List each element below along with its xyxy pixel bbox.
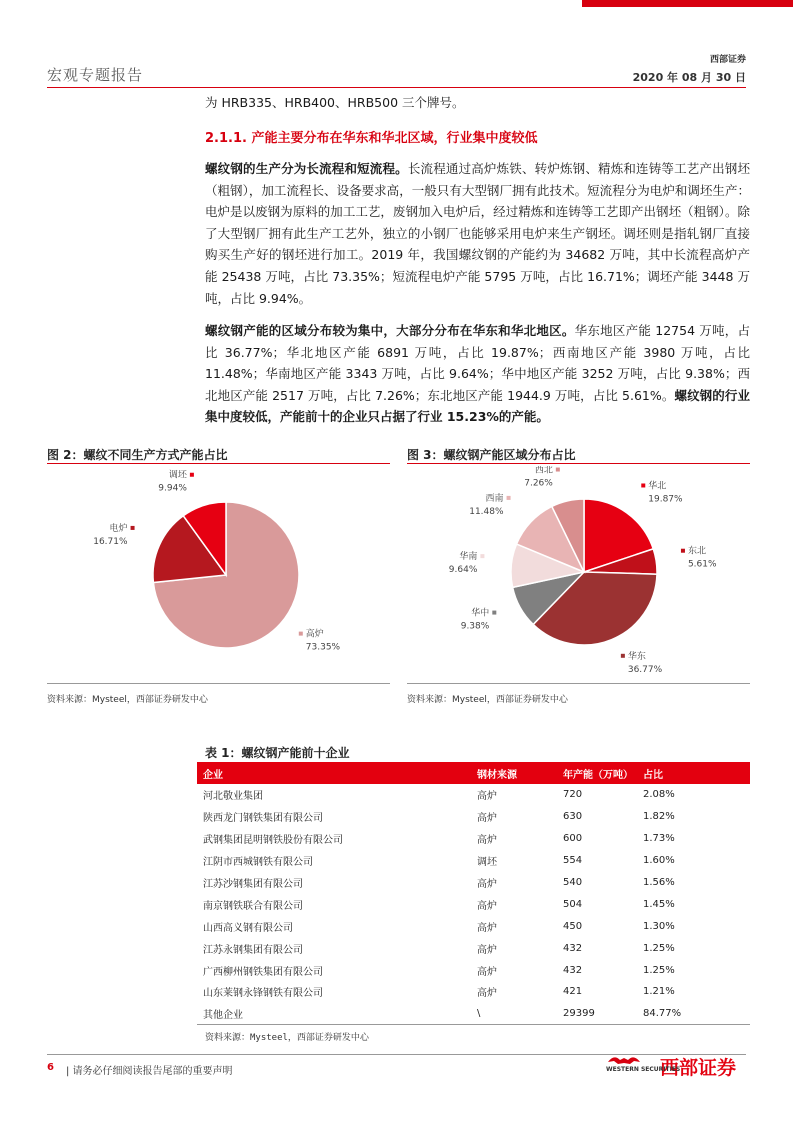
slice-name-label: 华东 (627, 651, 646, 662)
para2-tail: 螺纹钢的行业集中度较低，产能前十的企业只占据了行业 15.23%的产能。 (205, 387, 750, 425)
legend-marker-1 (681, 549, 685, 553)
cell-source: 高炉 (477, 988, 497, 1000)
cell-source: 高炉 (477, 922, 497, 934)
legend-marker-2 (621, 654, 625, 658)
cell-share: 1.73% (643, 833, 675, 845)
cell-source: 高炉 (477, 966, 497, 978)
table-row (197, 850, 750, 872)
report-type: 宏观专题报告 (47, 66, 144, 84)
header-divider (47, 87, 746, 88)
top-accent-bar (582, 0, 793, 7)
logo-text: 西部证券 (660, 1057, 737, 1079)
para1-lead: 螺纹钢的生产分为长流程和短流程。 (205, 161, 408, 176)
cell-source: 高炉 (477, 791, 497, 803)
cell-capacity: 450 (563, 920, 583, 932)
slice-value-label: 9.38% (460, 621, 490, 632)
paragraph-regional-distribution (205, 320, 750, 428)
table-row (197, 1003, 750, 1025)
figure-2-top-rule (47, 463, 390, 464)
cell-company: 山西高义钢有限公司 (203, 922, 293, 934)
table-1-title: 表 1：螺纹钢产能前十企业 (205, 746, 350, 760)
figure-2-bottom-rule (47, 683, 390, 684)
cell-share: 2.08% (643, 789, 675, 801)
cell-share: 84.77% (643, 1003, 750, 1025)
figure-2-title: 图 2：螺纹不同生产方式产能占比 (47, 448, 228, 462)
pie-chart-production-method (47, 466, 390, 681)
cell-company: 江阴市西城钢铁有限公司 (203, 857, 313, 869)
slice-value-label: 9.64% (448, 565, 478, 576)
cell-share: 1.25% (643, 964, 675, 976)
slice-value-label: 11.48% (469, 506, 504, 517)
slice-name-label: 高炉 (305, 629, 324, 640)
intro-text: 为 HRB335、HRB400、HRB500 三个牌号。 (205, 95, 465, 110)
slice-name-label: 调坯 (168, 470, 187, 481)
cell-capacity: 630 (563, 811, 583, 823)
cell-share: 1.21% (643, 986, 675, 998)
page-number: 6 (47, 1062, 54, 1073)
footer-note-text: 请务必仔细阅读报告尾部的重要声明 (72, 1066, 233, 1077)
cell-source: \ (477, 1003, 563, 1025)
cell-capacity: 432 (563, 942, 583, 954)
legend-marker-0 (299, 632, 303, 636)
cell-capacity: 540 (563, 877, 583, 888)
figure-3-source: 资料来源：Mysteel，西部证券研发中心 (407, 695, 568, 705)
logo-horns-icon (608, 1057, 640, 1064)
slice-value-label: 19.87% (648, 494, 683, 505)
legend-marker-0 (641, 483, 645, 487)
cell-company: 江苏永钢集团有限公司 (203, 944, 303, 956)
para1-body: 长流程通过高炉炼铁、转炉炼钢、精炼和连铸等工艺产出钢坯（粗钢），加工流程长、设备要求高，一般只有大型钢厂拥有此技术。短流程分为电炉和调坯生产：电炉是以废钢为原料的加工工艺，废钢加入电炉后，经过精炼和连铸等工艺即产出钢坯（粗钢）。除了大型钢厂拥有此生产工艺外，独立的小钢厂也能够采用电炉来生产钢坯。调坯则是指轧钢厂直接购买生产好的钢坯进行加工。2019 年，我国螺纹钢的产能约为 34682 万吨，其中长流程高炉产能 25438 万吨，占比 73.35%；短流程电炉产能 5795 万吨，占比 16.71%；调坯产能 3448 万吨，占比 9.94%。 (205, 161, 750, 306)
cell-capacity: 554 (563, 855, 583, 867)
slice-value-label: 73.35% (305, 642, 341, 653)
col-header-capacity: 年产能（万吨） (563, 762, 643, 784)
slice-name-label: 华南 (459, 552, 478, 563)
cell-share: 1.45% (643, 898, 675, 910)
slice-value-label: 16.71% (93, 536, 128, 547)
col-header-share: 占比 (643, 762, 750, 784)
col-header-source: 钢材来源 (477, 762, 563, 784)
cell-share: 1.82% (643, 811, 675, 823)
slice-name-label: 华中 (471, 608, 490, 619)
cell-source: 高炉 (477, 813, 497, 825)
table-row (197, 828, 750, 850)
paragraph-production-process (205, 158, 750, 309)
cell-company: 陕西龙门钢铁集团有限公司 (203, 813, 323, 825)
cell-source: 高炉 (477, 879, 497, 890)
header-brand: 西部证券 (709, 55, 746, 65)
cell-company: 江苏沙钢集团有限公司 (203, 879, 303, 890)
figure-3-top-rule (407, 463, 750, 464)
cell-source: 高炉 (477, 900, 497, 912)
legend-marker-3 (492, 611, 496, 615)
cell-capacity: 720 (563, 789, 583, 801)
cell-source: 调坯 (477, 857, 497, 869)
cell-company: 南京钢铁联合有限公司 (203, 900, 303, 912)
footer-disclaimer: | 请务必仔细阅读报告尾部的重要声明 (66, 1066, 233, 1077)
cell-company: 山东莱钢永锋钢铁有限公司 (203, 988, 323, 1000)
cell-capacity: 421 (563, 986, 583, 998)
para2-body: 华东地区产能 12754 万吨，占比 36.77%；华北地区产能 6891 万吨，占比 19.87%；西南地区产能 3980 万吨，占比 11.48%；华南地区产能 3343 万吨，占比 9.64%；华中地区产能 3252 万吨，占比 9.38%；西北地区产能 2517 万吨，占比 7.26%；东北地区产能 1944.9 万吨，占比 5.61%。 (205, 323, 750, 403)
slice-name-label: 华北 (648, 481, 667, 492)
section-heading: 2.1.1. 产能主要分布在华东和华北区域，行业集中度较低 (205, 131, 538, 146)
legend-marker-2 (190, 473, 194, 477)
pie-chart-regional-distribution (407, 466, 750, 681)
cell-company: 其他企业 (197, 1003, 477, 1025)
table-1-source: 资料来源：Mysteel，西部证券研发中心 (205, 1033, 369, 1043)
cell-capacity: 504 (563, 898, 583, 910)
figure-3-title: 图 3：螺纹钢产能区域分布占比 (407, 448, 576, 462)
table-row (197, 806, 750, 828)
col-header-company: 企业 (197, 762, 477, 784)
cell-capacity: 29399 (563, 1003, 643, 1025)
slice-value-label: 7.26% (524, 478, 553, 489)
table-header-row (197, 762, 750, 784)
table-row (197, 959, 750, 981)
cell-capacity: 432 (563, 964, 583, 976)
table-row (197, 784, 750, 806)
cell-share: 1.30% (643, 920, 675, 932)
top-ten-producers-table (197, 762, 750, 1025)
cell-source: 高炉 (477, 835, 497, 847)
legend-marker-1 (131, 526, 135, 530)
logo-english: WESTERN SECURITIES (606, 1066, 681, 1073)
cell-source: 高炉 (477, 944, 497, 956)
report-date: 2020 年 08 月 30 日 (632, 71, 746, 84)
cell-company: 广西柳州钢铁集团有限公司 (203, 966, 323, 978)
table-row (197, 937, 750, 959)
table-row (197, 872, 750, 894)
slice-value-label: 5.61% (687, 559, 717, 570)
legend-marker-6 (556, 468, 560, 472)
figure-3-bottom-rule (407, 683, 750, 684)
table-row (197, 893, 750, 915)
figure-2-source: 资料来源：Mysteel，西部证券研发中心 (47, 695, 208, 705)
para2-lead: 螺纹钢产能的区域分布较为集中，大部分分布在华东和华北地区。 (205, 323, 575, 338)
cell-share: 1.60% (643, 855, 675, 867)
table-row (197, 981, 750, 1003)
slice-name-label: 西南 (485, 493, 504, 504)
slice-name-label: 东北 (687, 546, 706, 557)
slice-value-label: 9.94% (158, 483, 187, 494)
table-row (197, 915, 750, 937)
cell-company: 河北敬业集团 (203, 791, 263, 803)
legend-marker-5 (507, 496, 511, 500)
legend-marker-4 (480, 554, 484, 558)
slice-name-label: 电炉 (109, 523, 128, 534)
cell-share: 1.25% (643, 942, 675, 954)
slice-name-label: 西北 (534, 466, 553, 476)
cell-share: 1.56% (643, 877, 675, 888)
slice-value-label: 36.77% (627, 664, 663, 675)
cell-company: 武钢集团昆明钢铁股份有限公司 (203, 835, 343, 847)
cell-capacity: 600 (563, 833, 583, 845)
